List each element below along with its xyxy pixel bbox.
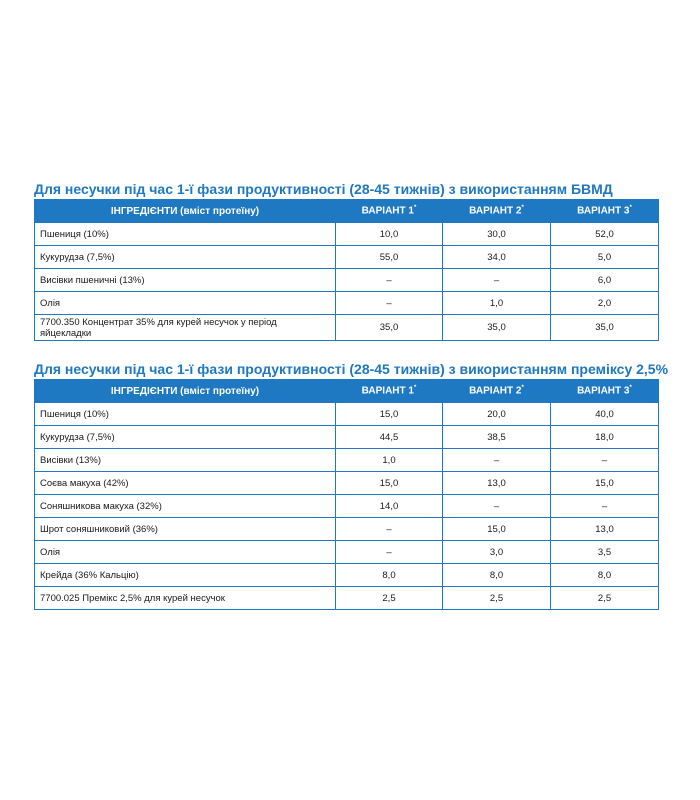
table-row (35, 246, 659, 269)
table-header-row (35, 200, 659, 223)
ingredient-cell: Висівки (13%) (35, 449, 336, 472)
value-cell: 2,5 (336, 587, 443, 610)
ration-table-premix (34, 379, 659, 610)
header-ingredients: ІНГРЕДІЄНТИ (вміст протеїну) (35, 200, 336, 223)
value-cell: 3,0 (443, 541, 551, 564)
header-variant-1: ВАРІАНТ 1* (336, 200, 443, 223)
value-cell: 1,0 (336, 449, 443, 472)
value-cell: – (336, 541, 443, 564)
value-cell: – (336, 269, 443, 292)
header-variant-1: ВАРІАНТ 1* (336, 380, 443, 403)
table-row (35, 449, 659, 472)
value-cell: 15,0 (336, 403, 443, 426)
value-cell: – (336, 292, 443, 315)
table-row (35, 472, 659, 495)
value-cell: 18,0 (551, 426, 659, 449)
value-cell: 5,0 (551, 246, 659, 269)
value-cell: – (551, 495, 659, 518)
value-cell: 30,0 (443, 223, 551, 246)
ingredient-cell: Пшениця (10%) (35, 223, 336, 246)
value-cell: 55,0 (336, 246, 443, 269)
value-cell: 20,0 (443, 403, 551, 426)
value-cell: 10,0 (336, 223, 443, 246)
value-cell: 35,0 (443, 315, 551, 341)
header-variant-2: ВАРІАНТ 2* (443, 380, 551, 403)
ingredient-cell: 7700.350 Концентрат 35% для курей несучок у період яйцекладки (35, 315, 336, 341)
ingredient-cell: Висівки пшеничні (13%) (35, 269, 336, 292)
value-cell: 3,5 (551, 541, 659, 564)
table-row (35, 518, 659, 541)
value-cell: 2,0 (551, 292, 659, 315)
header-variant-3: ВАРІАНТ 3* (551, 380, 659, 403)
value-cell: 14,0 (336, 495, 443, 518)
ingredient-cell: Кукурудза (7,5%) (35, 426, 336, 449)
table-title-bvmd: Для несучки під час 1-ї фази продуктивності (28-45 тижнів) з використанням БВМД (34, 181, 613, 197)
header-ingredients: ІНГРЕДІЄНТИ (вміст протеїну) (35, 380, 336, 403)
value-cell: 40,0 (551, 403, 659, 426)
table-row (35, 564, 659, 587)
table-section-bvmd (34, 180, 658, 341)
ingredient-cell: Шрот соняшниковий (36%) (35, 518, 336, 541)
table-title-premix: Для несучки під час 1-ї фази продуктивності (28-45 тижнів) з використанням преміксу 2,5% (34, 361, 669, 377)
ration-table-bvmd (34, 199, 659, 341)
value-cell: 52,0 (551, 223, 659, 246)
value-cell: 8,0 (443, 564, 551, 587)
value-cell: – (443, 449, 551, 472)
table-row (35, 541, 659, 564)
ingredient-cell: Соєва макуха (42%) (35, 472, 336, 495)
value-cell: 2,5 (551, 587, 659, 610)
value-cell: 6,0 (551, 269, 659, 292)
value-cell: 13,0 (443, 472, 551, 495)
table-row (35, 495, 659, 518)
value-cell: – (443, 269, 551, 292)
table-row (35, 315, 659, 341)
value-cell: 15,0 (551, 472, 659, 495)
header-variant-3: ВАРІАНТ 3* (551, 200, 659, 223)
value-cell: 35,0 (551, 315, 659, 341)
value-cell: 38,5 (443, 426, 551, 449)
value-cell: 8,0 (336, 564, 443, 587)
value-cell: 44,5 (336, 426, 443, 449)
value-cell: 35,0 (336, 315, 443, 341)
value-cell: 13,0 (551, 518, 659, 541)
value-cell: – (336, 518, 443, 541)
table-row (35, 269, 659, 292)
value-cell: 8,0 (551, 564, 659, 587)
ingredient-cell: Крейда (36% Кальцію) (35, 564, 336, 587)
table-row (35, 292, 659, 315)
table-row (35, 426, 659, 449)
table-row (35, 223, 659, 246)
ingredient-cell: Кукурудза (7,5%) (35, 246, 336, 269)
value-cell: 1,0 (443, 292, 551, 315)
value-cell: – (443, 495, 551, 518)
ingredient-cell: Соняшникова макуха (32%) (35, 495, 336, 518)
value-cell: 15,0 (336, 472, 443, 495)
value-cell: – (551, 449, 659, 472)
ingredient-cell: 7700.025 Премікс 2,5% для курей несучок (35, 587, 336, 610)
value-cell: 34,0 (443, 246, 551, 269)
table-header-row (35, 380, 659, 403)
ingredient-cell: Олія (35, 292, 336, 315)
ingredient-cell: Пшениця (10%) (35, 403, 336, 426)
header-variant-2: ВАРІАНТ 2* (443, 200, 551, 223)
table-row (35, 587, 659, 610)
value-cell: 2,5 (443, 587, 551, 610)
table-row (35, 403, 659, 426)
table-section-premix (34, 360, 669, 610)
value-cell: 15,0 (443, 518, 551, 541)
ingredient-cell: Олія (35, 541, 336, 564)
